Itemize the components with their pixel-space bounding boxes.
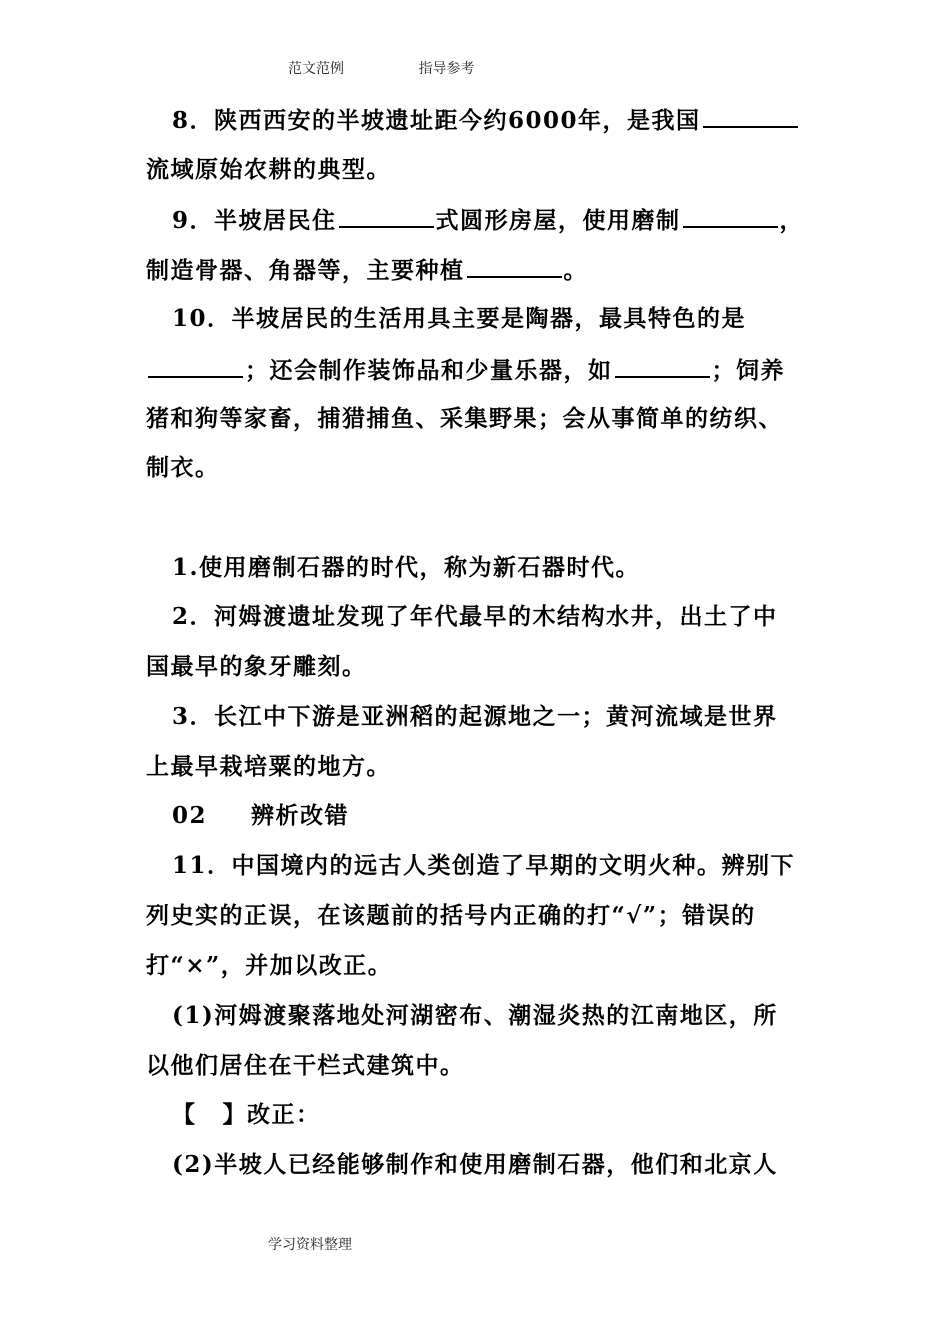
q11-line-3: 打“×”，并加以改正。 — [146, 952, 393, 979]
answer-bracket[interactable]: 【 】改正： — [172, 1101, 321, 1128]
q11-part1-line-2: 以他们居住在干栏式建筑中。 — [146, 1052, 465, 1079]
q8-line-2: 流域原始农耕的典型。 — [146, 156, 391, 183]
fact-3-line-1: 3．长江中下游是亚洲稻的起源地之一；黄河流域是世界 — [172, 703, 778, 730]
section-number: 02 — [172, 802, 208, 829]
fact-2-line-1: 2．河姆渡遗址发现了年代最早的木结构水井，出土了中 — [172, 603, 778, 630]
q9-line-2: 制造骨器、角器等，主要种植 。 — [146, 254, 811, 286]
section-heading — [172, 801, 837, 831]
section-title: 辨析改错 — [251, 802, 350, 829]
answer-blank[interactable] — [683, 204, 778, 228]
q10-line-1: 10．半坡居民的生活用具主要是陶器，最具特色的是 — [172, 305, 747, 332]
q8-line-1: 8．陕西西安的半坡遗址距今约6000年，是我国 — [172, 104, 837, 136]
q10-line-4: 制衣。 — [146, 454, 220, 481]
q9-line-1: 9．半坡居民住 式圆形房屋，使用磨制 ， — [172, 204, 837, 236]
q11-line-1: 11．中国境内的远古人类创造了早期的文明火种。辨别下 — [172, 852, 796, 879]
q11-part1-line-1: (1)河姆渡聚落地处河湖密布、潮湿炎热的江南地区，所 — [172, 1002, 778, 1029]
q10-line-3: 猪和狗等家畜，捕猎捕鱼、采集野果；会从事简单的纺织、 — [146, 405, 783, 432]
q11-line-2: 列史实的正误，在该题前的括号内正确的打“√”；错误的 — [146, 902, 756, 929]
header-right: 指导参考 — [418, 61, 475, 77]
answer-blank[interactable] — [703, 104, 798, 128]
fact-1: 1.使用磨制石器的时代，称为新石器时代。 — [172, 554, 641, 581]
answer-blank[interactable] — [148, 354, 243, 378]
answer-blank[interactable] — [339, 204, 434, 228]
answer-blank[interactable] — [615, 354, 710, 378]
page-footer: 学习资料整理 — [268, 1237, 352, 1253]
answer-blank[interactable] — [467, 254, 562, 278]
fact-2-line-2: 国最早的象牙雕刻。 — [146, 653, 367, 680]
q11-part2-line-1: (2)半坡人已经能够制作和使用磨制石器，他们和北京人 — [172, 1151, 778, 1178]
q10-line-2: ；还会制作装饰品和少量乐器，如 ；饲养 — [146, 354, 811, 386]
page-header — [288, 58, 474, 78]
header-left: 范文范例 — [288, 61, 344, 77]
fact-3-line-2: 上最早栽培粟的地方。 — [146, 753, 391, 780]
